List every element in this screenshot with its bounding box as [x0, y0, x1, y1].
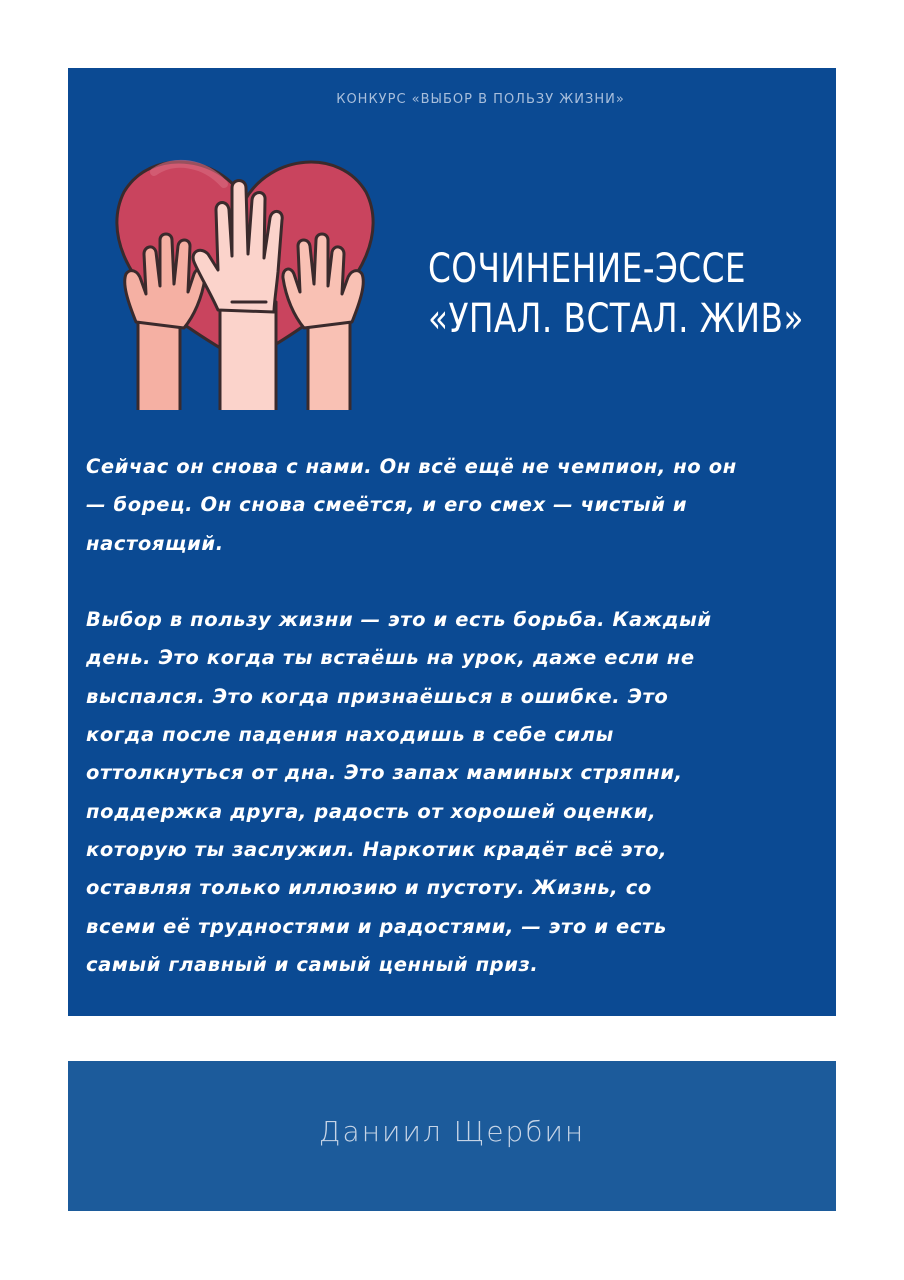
page-title — [428, 244, 804, 344]
essay-paragraph-2: Выбор в пользу жизни — это и есть борьба. Каждый день. Это когда ты встаёшь на урок, даже если не выспался. Это когда признаёшься в ошибке. Это когда после падения находишь в себе силы оттолкнуться от дна. Это запах маминых стряпни, поддержка друга, радость от хорошей оценки, которую ты заслужил. Наркотик крадёт всё это, оставляя только иллюзию и пустоту. Жизнь, со всеми её трудностями и радостями, — это и есть самый главный и самый ценный приз. — [86, 608, 712, 976]
essay-paragraph-1: Сейчас он снова с нами. Он всё ещё не чемпион, но он — борец. Он снова смеётся, и его смех — чистый и настоящий. — [86, 455, 737, 555]
main-panel — [68, 68, 836, 1016]
title-line-1: СОЧИНЕНИЕ-ЭССЕ — [428, 246, 747, 292]
author-name: Даниил Щербин — [318, 1115, 586, 1148]
title-line-2: «УПАЛ. ВСТАЛ. ЖИВ» — [428, 296, 804, 342]
essay-text — [86, 448, 786, 984]
contest-label: КОНКУРС «ВЫБОР В ПОЛЬЗУ ЖИЗНИ» — [336, 92, 625, 107]
author-panel — [68, 1061, 836, 1211]
heart-with-raised-hands-icon — [114, 152, 376, 410]
